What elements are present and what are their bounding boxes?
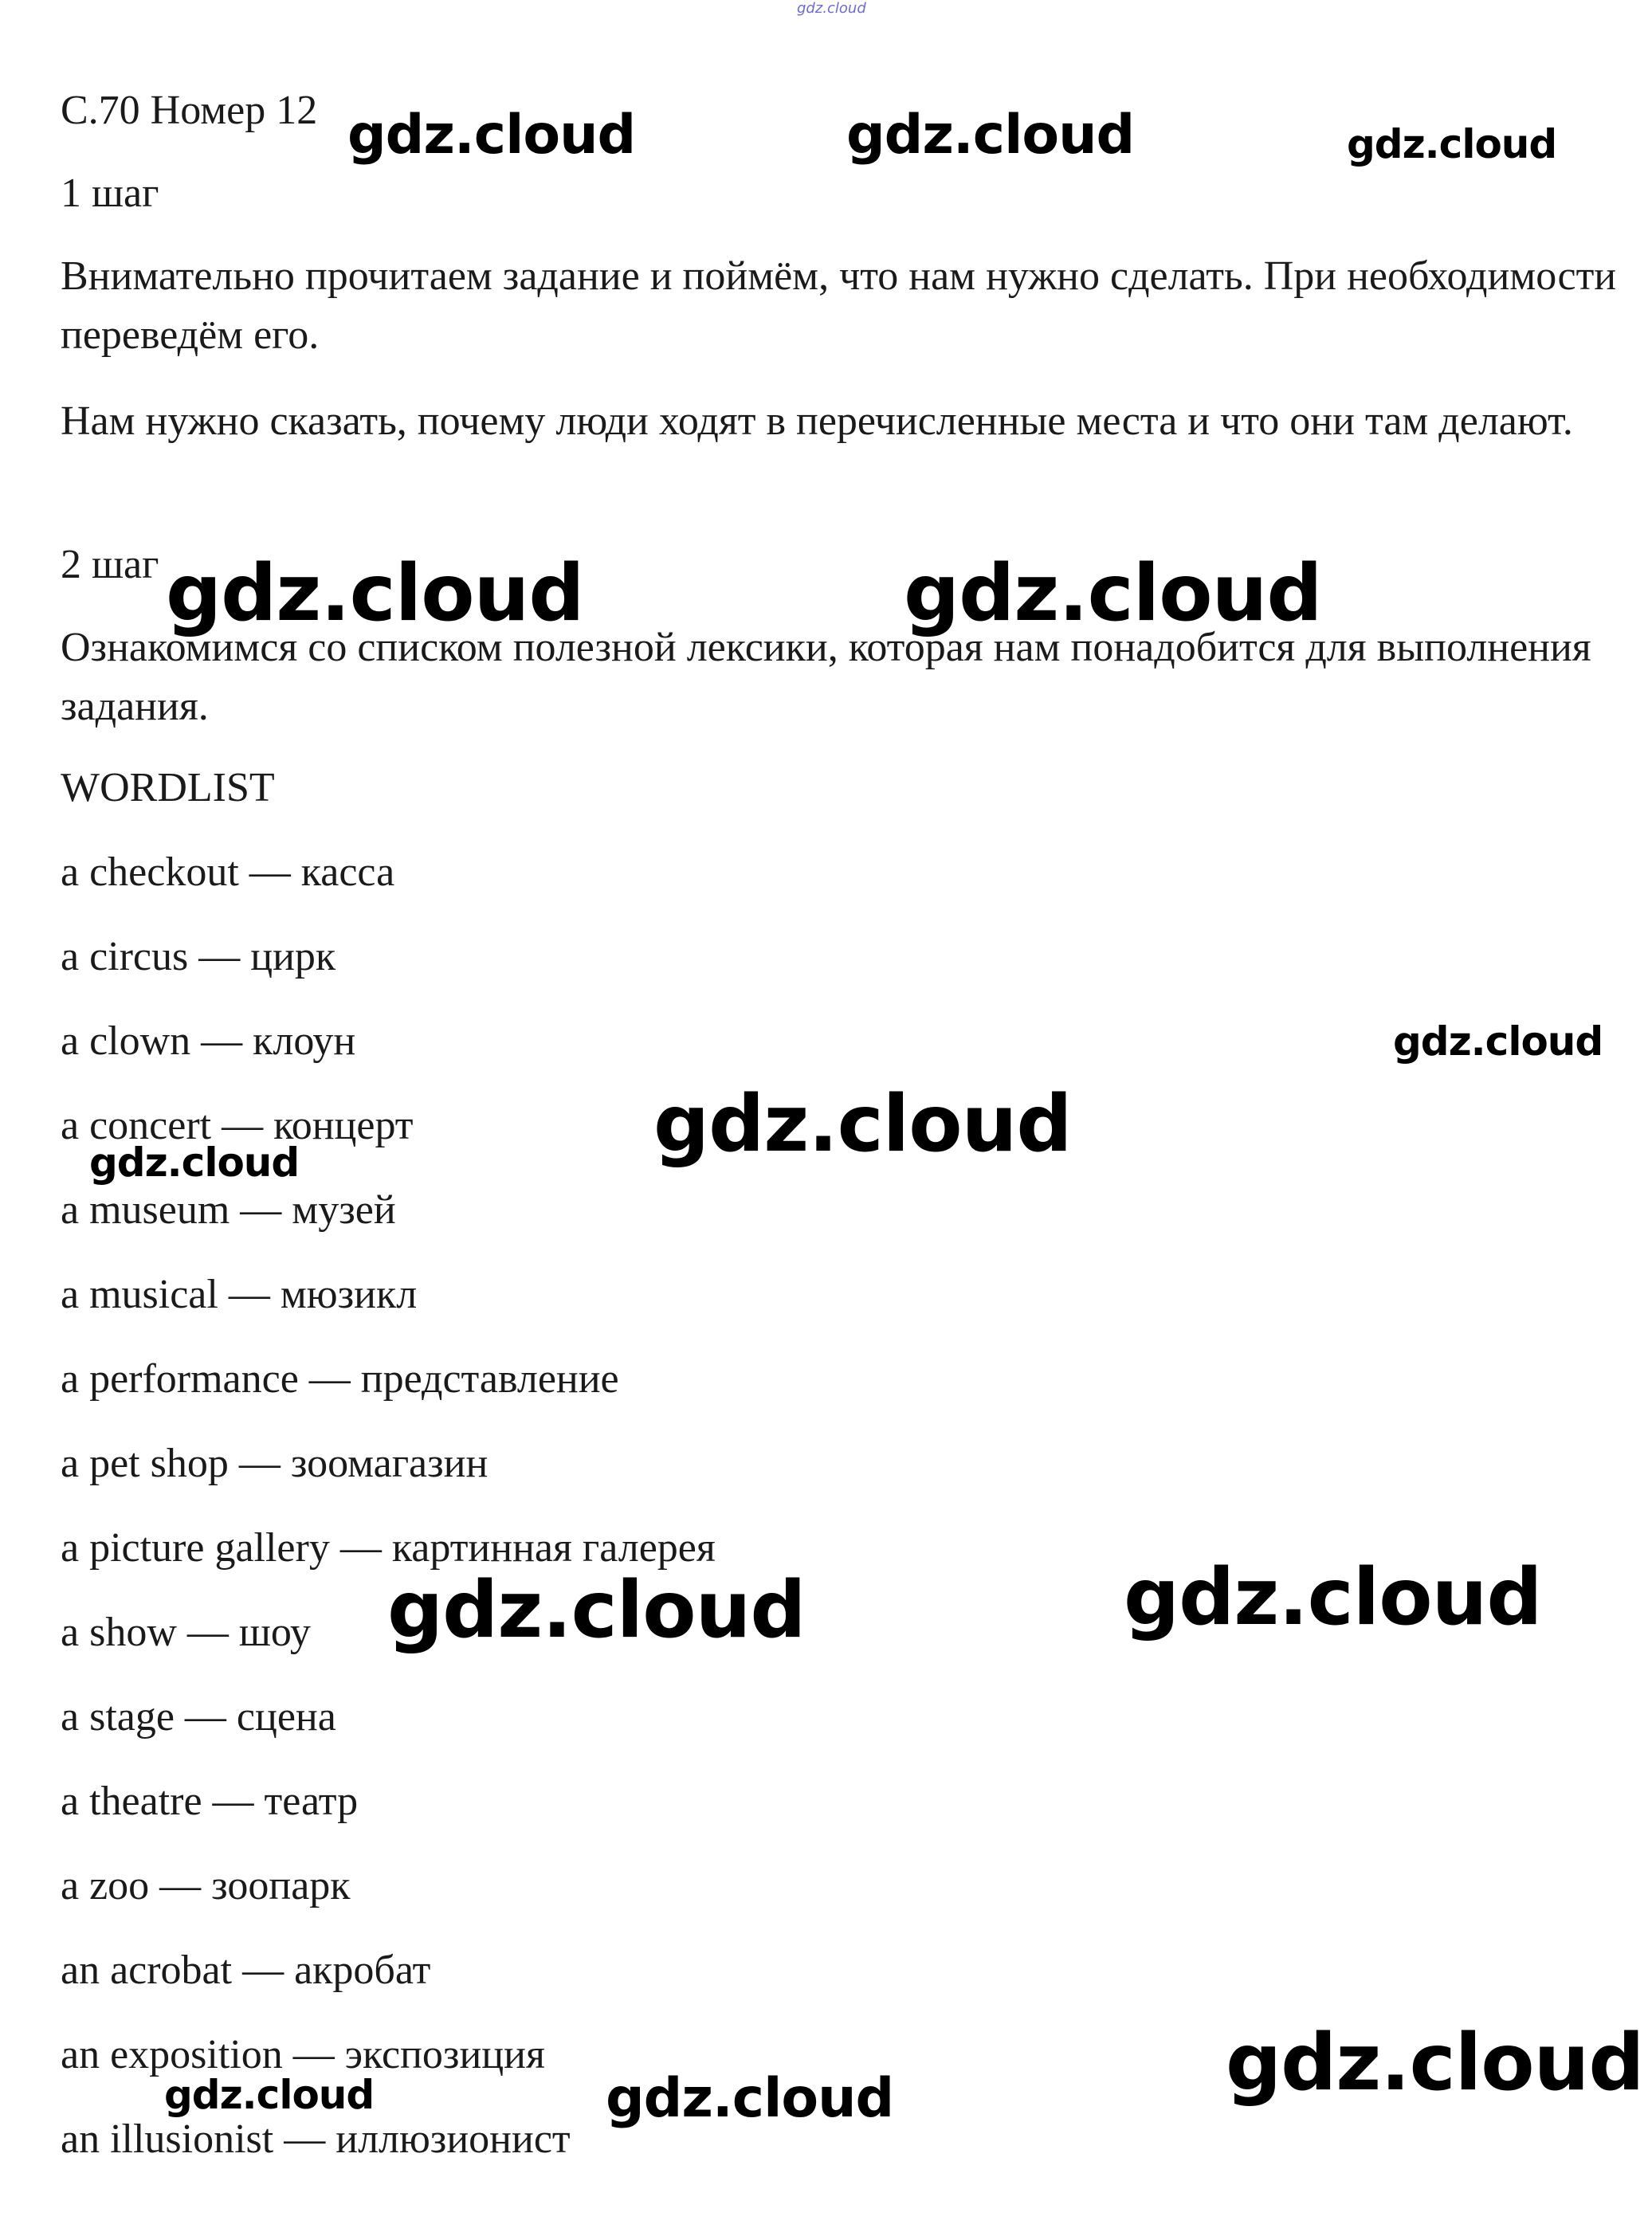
wordlist-item: a pet shop — зоомагазин <box>61 1441 489 1486</box>
watermark: gdz.cloud <box>606 2067 894 2130</box>
wordlist-item: a picture gallery — картинная галерея <box>61 1525 716 1571</box>
watermark: gdz.cloud <box>166 548 584 639</box>
watermark: gdz.cloud <box>846 104 1135 167</box>
wordlist-heading: WORDLIST <box>61 765 275 810</box>
wordlist-item: a checkout — касса <box>61 849 395 895</box>
watermark-top: gdz.cloud <box>797 0 866 17</box>
wordlist-item: a theatre — театр <box>61 1779 359 1824</box>
watermark: gdz.cloud <box>1124 1552 1542 1643</box>
watermark: gdz.cloud <box>1226 2018 1644 2108</box>
watermark: gdz.cloud <box>164 2072 375 2118</box>
wordlist-item: an exposition — экспозиция <box>61 2032 545 2077</box>
step-1-paragraph-1: Внимательно прочитаем задание и поймём, что нам нужно сделать. При необходимости переведём его. <box>61 253 1617 358</box>
wordlist-item: a concert — концерт <box>61 1103 414 1148</box>
wordlist-item: a clown — клоун <box>61 1018 356 1064</box>
wordlist-item: a museum — музей <box>61 1187 396 1233</box>
wordlist-item: an acrobat — акробат <box>61 1948 431 1993</box>
step-1-paragraph-2: Нам нужно сказать, почему люди ходят в перечисленные места и что они там делают. <box>61 398 1573 444</box>
wordlist-item: a stage — сцена <box>61 1694 336 1740</box>
watermark: gdz.cloud <box>387 1565 806 1656</box>
watermark: gdz.cloud <box>653 1079 1072 1170</box>
step-1-label: 1 шаг <box>61 171 159 216</box>
watermark: gdz.cloud <box>89 1139 300 1186</box>
watermark: gdz.cloud <box>1347 121 1557 167</box>
watermark: gdz.cloud <box>904 548 1322 639</box>
wordlist-item: a circus — цирк <box>61 934 336 979</box>
step-2-label: 2 шаг <box>61 542 159 587</box>
watermark: gdz.cloud <box>1393 1018 1603 1065</box>
page-title: С.70 Номер 12 <box>61 88 318 133</box>
wordlist-item: a zoo — зоопарк <box>61 1863 351 1908</box>
wordlist-item: a show — шоу <box>61 1610 311 1655</box>
step-2-paragraph-1: Ознакомимся со списком полезной лексики, которая нам понадобится для выполнения задания. <box>61 625 1591 729</box>
wordlist-item: a musical — мюзикл <box>61 1272 418 1317</box>
wordlist-item: an illusionist — иллюзионист <box>61 2116 571 2162</box>
watermark: gdz.cloud <box>347 104 636 167</box>
wordlist-item: a performance — представление <box>61 1356 619 1402</box>
